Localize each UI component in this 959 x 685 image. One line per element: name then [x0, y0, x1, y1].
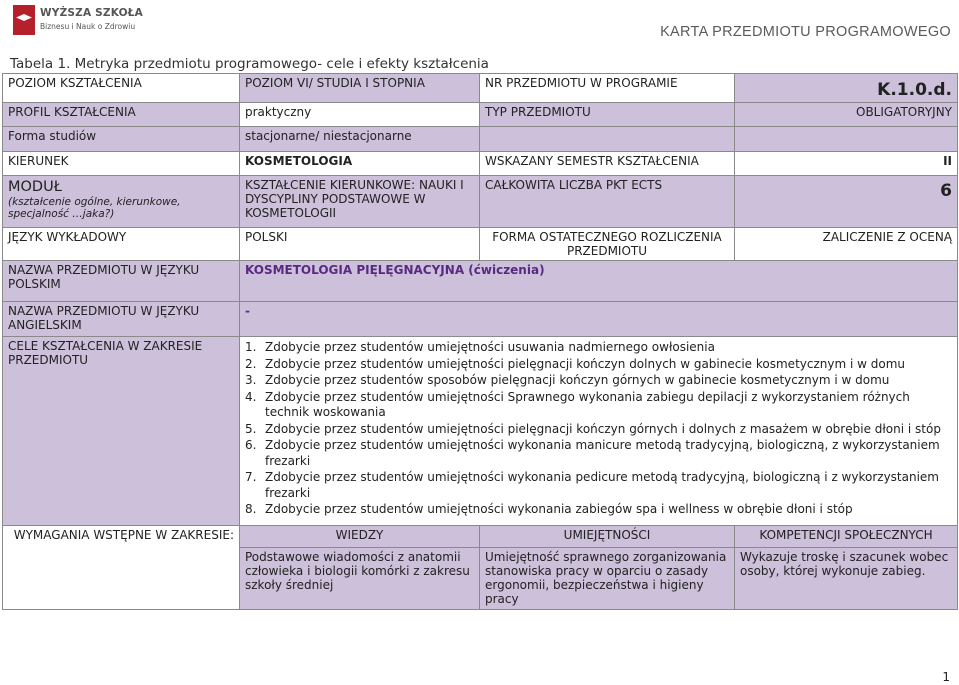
- goal-item: [245, 390, 952, 421]
- modul-value: KSZTAŁCENIE KIERUNKOWE: NAUKI I DYSCYPLINY PODSTAWOWE W KOSMETOLOGII: [240, 176, 480, 228]
- course-metadata-table: [2, 73, 958, 610]
- col-umiejetnosci: UMIEJĘTNOŚCI: [480, 526, 735, 548]
- goal-number: 7.: [245, 470, 257, 484]
- table-caption: Tabela 1. Metryka przedmiotu programowego- cele i efekty kształcenia: [10, 56, 489, 72]
- goal-text: Zdobycie przez studentów umiejętności pielęgnacji kończyn dolnych w gabinecie kosmetycznym i w domu: [265, 356, 906, 371]
- wiedzy-value: Podstawowe wiadomości z anatomii człowieka i biologii komórki z zakresu szkoły średniej: [240, 548, 480, 610]
- goal-number: 6.: [245, 438, 257, 452]
- typ-value: OBLIGATORYJNY: [735, 103, 958, 127]
- umiejetnosci-value: Umiejętność sprawnego zorganizowania stanowiska pracy w oparciu o zasady ergonomii, bezpieczeństwa i higieny pracy: [480, 548, 735, 610]
- poziom-label: POZIOM KSZTAŁCENIA: [3, 74, 240, 103]
- profil-label: PROFIL KSZTAŁCENIA: [3, 103, 240, 127]
- forma-rozliczenia-label: FORMA OSTATECZNEGO ROZLICZENIA PRZEDMIOTU: [480, 228, 735, 261]
- nazwa-en-value: -: [240, 302, 958, 337]
- forma-value: stacjonarne/ niestacjonarne: [240, 127, 480, 152]
- document-title: KARTA PRZEDMIOTU PROGRAMOWEGO: [660, 24, 951, 40]
- goal-item: [245, 502, 952, 518]
- nazwa-en-label: NAZWA PRZEDMIOTU W JĘZYKU ANGIELSKIM: [3, 302, 240, 337]
- goal-text: Zdobycie przez studentów umiejętności usuwania nadmiernego owłosienia: [265, 340, 715, 354]
- logo-name: WYŻSZA SZKOŁA: [40, 7, 143, 19]
- col-kompetencji: KOMPETENCJI SPOŁECZNYCH: [735, 526, 958, 548]
- forma-label: Forma studiów: [3, 127, 240, 152]
- logo-subtitle: Biznesu i Nauk o Zdrowiu: [40, 22, 136, 31]
- col-wiedzy: WIEDZY: [240, 526, 480, 548]
- nazwa-pl-label: NAZWA PRZEDMIOTU W JĘZYKU POLSKIM: [3, 261, 240, 302]
- goal-text: Zdobycie przez studentów umiejętności pielęgnacji kończyn górnych i dolnych z masażem w obrębie dłoni i stóp: [265, 421, 941, 436]
- page-number: 1: [942, 670, 950, 684]
- poziom-value: POZIOM VI/ STUDIA I STOPNIA: [240, 74, 480, 103]
- school-logo: [13, 5, 143, 35]
- goal-item: [245, 438, 952, 469]
- goal-text: Zdobycie przez studentów umiejętności wykonania manicure metodą tradycyjną, biologiczną, z wykorzystaniem frezarki: [265, 438, 940, 468]
- semestr-label: WSKAZANY SEMESTR KSZTAŁCENIA: [480, 152, 735, 176]
- ects-value: 6: [735, 176, 958, 228]
- goal-number: 8.: [245, 502, 257, 516]
- cele-label: CELE KSZTAŁCENIA W ZAKRESIE PRZEDMIOTU: [3, 337, 240, 526]
- typ-label: TYP PRZEDMIOTU: [480, 103, 735, 127]
- goal-text: Zdobycie przez studentów sposobów pielęgnacji kończyn górnych w gabinecie kosmetycznym i w domu: [265, 373, 890, 387]
- modul-cell: [3, 176, 240, 228]
- goal-item: [245, 373, 952, 389]
- nazwa-pl-value: KOSMETOLOGIA PIĘLĘGNACYJNA (ćwiczenia): [240, 261, 958, 302]
- goal-item: [245, 422, 952, 438]
- kierunek-label: KIERUNEK: [3, 152, 240, 176]
- forma-spacer-2: [735, 127, 958, 152]
- kompetencji-value: Wykazuje troskę i szacunek wobec osoby, której wykonuje zabieg.: [735, 548, 958, 610]
- requirements-label: WYMAGANIA WSTĘPNE W ZAKRESIE:: [3, 526, 240, 610]
- nr-value: K.1.0.d.: [735, 74, 958, 103]
- goals-list: [245, 340, 952, 518]
- kierunek-value: KOSMETOLOGIA: [240, 152, 480, 176]
- semestr-value: II: [735, 152, 958, 176]
- modul-label: MODUŁ: [8, 179, 62, 195]
- goal-text: Zdobycie przez studentów umiejętności wykonania pedicure metodą tradycyjną, biologiczną i z wykorzystaniem frezarki: [265, 470, 939, 500]
- goal-text: Zdobycie przez studentów umiejętności Sprawnego wykonania zabiegu depilacji z wykorzystaniem różnych technik woskowania: [265, 389, 910, 419]
- goal-number: 4.: [245, 389, 257, 404]
- goal-number: 5.: [245, 421, 257, 436]
- jezyk-label: JĘZYK WYKŁADOWY: [3, 228, 240, 261]
- goal-number: 1.: [245, 340, 257, 354]
- goal-number: 2.: [245, 356, 257, 371]
- profil-value: praktyczny: [240, 103, 480, 127]
- ects-label: CAŁKOWITA LICZBA PKT ECTS: [480, 176, 735, 228]
- goal-number: 3.: [245, 373, 257, 387]
- goal-item: [245, 470, 952, 501]
- forma-rozliczenia-value: ZALICZENIE Z OCENĄ: [735, 228, 958, 261]
- goal-text: Zdobycie przez studentów umiejętności wykonania zabiegów spa i wellness w obrębie dłoni i stóp: [265, 502, 853, 516]
- cele-cell: [240, 337, 958, 526]
- goal-item: [245, 340, 952, 356]
- jezyk-value: POLSKI: [240, 228, 480, 261]
- graduation-cap-icon: [13, 5, 35, 35]
- modul-note: (kształcenie ogólne, kierunkowe, specjalność …jaka?): [8, 196, 181, 220]
- nr-label: NR PRZEDMIOTU W PROGRAMIE: [480, 74, 735, 103]
- goal-item: [245, 357, 952, 373]
- forma-spacer: [480, 127, 735, 152]
